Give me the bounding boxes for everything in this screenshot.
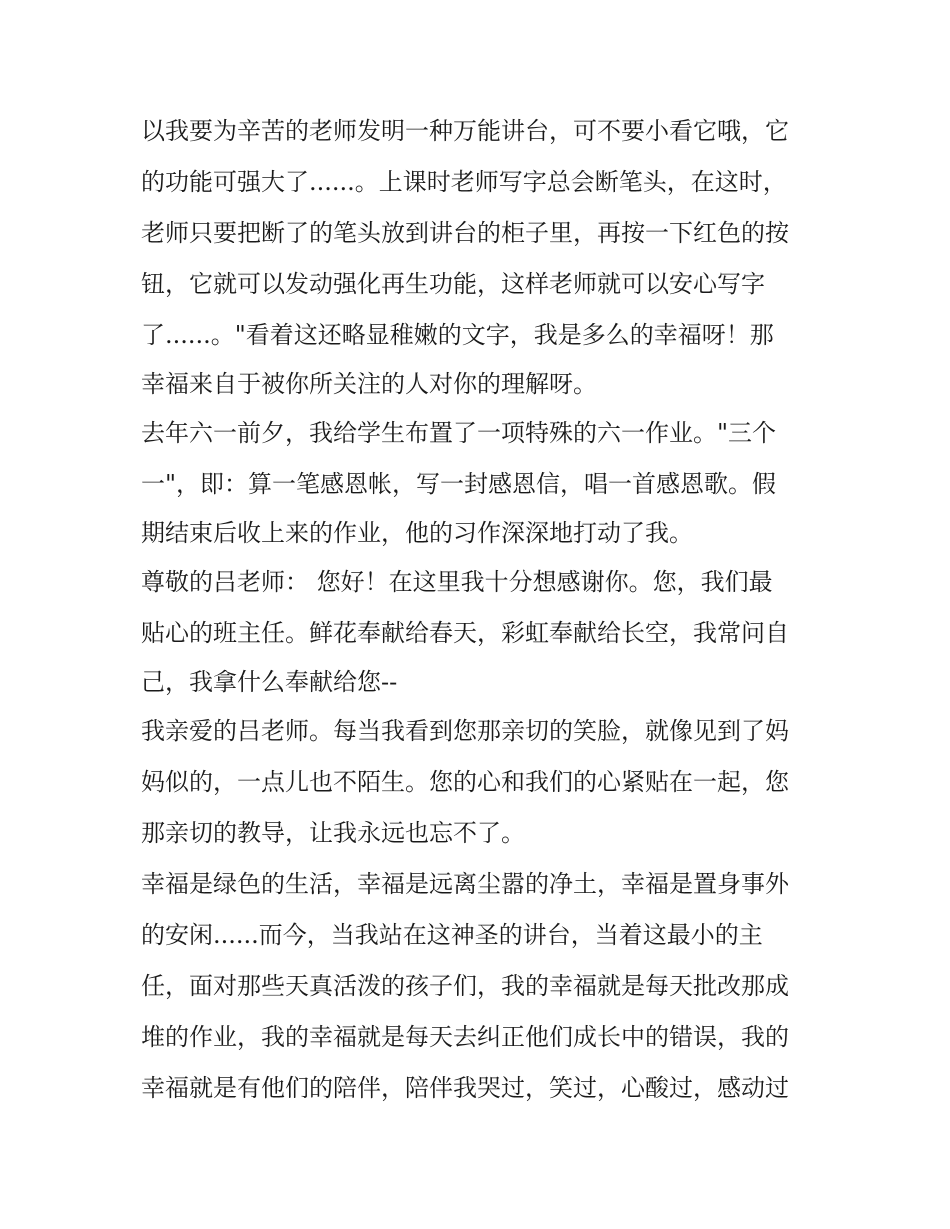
text-line: 老师只要把断了的笔头放到讲台的柜子里，再按一下红色的按: [141, 219, 789, 247]
text-line: 那亲切的教导，让我永远也忘不了。: [141, 819, 525, 847]
body-text: [141, 106, 821, 1114]
text-line: 贴心的班主任。鲜花奉献给春天，彩虹奉献给长空，我常问自: [141, 619, 789, 647]
text-line: 期结束后收上来的作业，他的习作深深地打动了我。: [141, 519, 693, 547]
text-line: 堆的作业，我的幸福就是每天去纠正他们成长中的错误，我的: [141, 1023, 789, 1051]
text-line: 钮，它就可以发动强化再生功能，这样老师就可以安心写字: [141, 270, 765, 298]
text-line: 任，面对那些天真活泼的孩子们，我的幸福就是每天批改那成: [141, 972, 789, 1000]
text-line: 己，我拿什么奉献给您--: [141, 668, 398, 696]
text-line: 一"，即：算一笔感恩帐，写一封感恩信，唱一首感恩歌。假: [141, 470, 777, 498]
text-line: 妈似的，一点儿也不陌生。您的心和我们的心紧贴在一起，您: [141, 768, 789, 796]
text-line: 以我要为辛苦的老师发明一种万能讲台，可不要小看它哦，它: [141, 117, 789, 145]
text-line: 幸福来自于被你所关注的人对你的理解呀。: [141, 370, 597, 398]
text-line: 了......。"看着这还略显稚嫩的文字，我是多么的幸福呀！那: [141, 321, 774, 349]
text-line: 我亲爱的吕老师。每当我看到您那亲切的笑脸，就像见到了妈: [141, 717, 789, 745]
text-line: 幸福是绿色的生活，幸福是远离尘嚣的净土，幸福是置身事外: [141, 870, 789, 898]
text-line: 的安闲......而今，当我站在这神圣的讲台，当着这最小的主: [141, 921, 763, 949]
text-line: 的功能可强大了......。上课时老师写字总会断笔头，在这时，: [141, 168, 787, 196]
text-line: 去年六一前夕，我给学生布置了一项特殊的六一作业。"三个: [141, 419, 777, 447]
text-line: 幸福就是有他们的陪伴，陪伴我哭过，笑过，心酸过，感动过: [141, 1074, 789, 1102]
text-line: 尊敬的吕老师： 您好！在这里我十分想感谢你。您，我们最: [141, 568, 773, 596]
